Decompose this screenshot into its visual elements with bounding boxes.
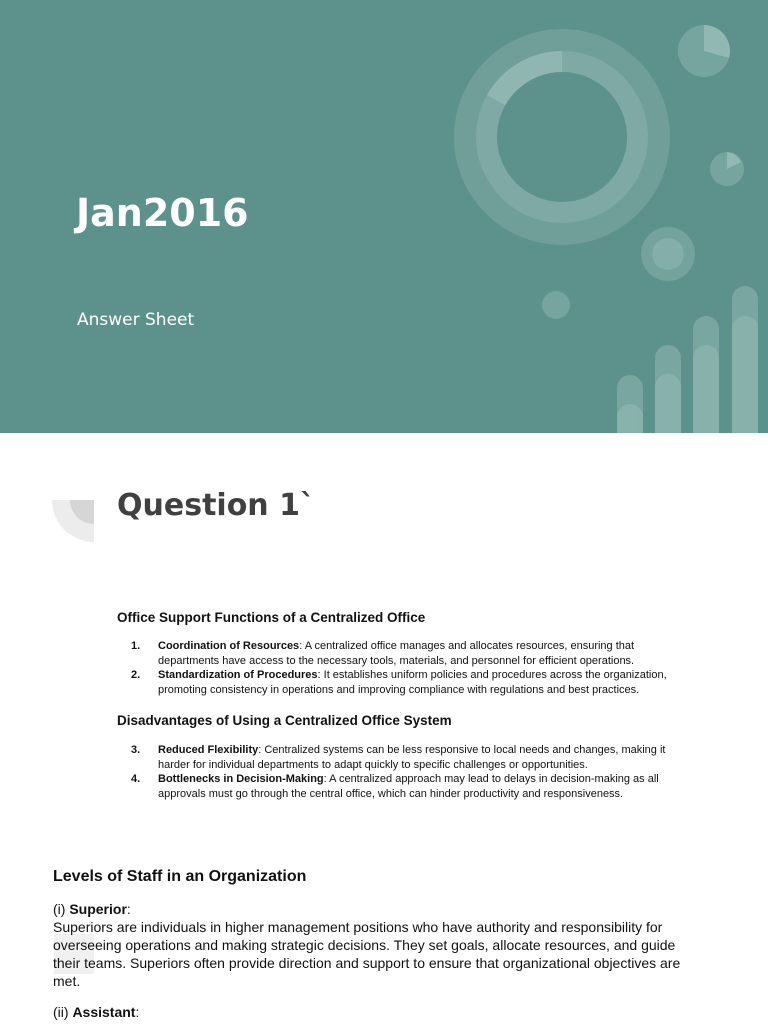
superior-label: (i) Superior: xyxy=(53,901,131,917)
page-subtitle: Answer Sheet xyxy=(77,310,195,330)
list-term: Bottlenecks in Decision-Making xyxy=(158,773,324,785)
assistant-label: (ii) Assistant: xyxy=(53,1004,140,1020)
list-item xyxy=(117,668,697,698)
list-number: 3. xyxy=(131,744,141,756)
list-number: 2. xyxy=(131,669,141,681)
list-item xyxy=(117,772,697,802)
page-title: Jan2016 xyxy=(76,191,249,235)
list-term: Coordination of Resources xyxy=(158,640,300,652)
pie-small-4 xyxy=(542,291,570,319)
question-title: Question 1` xyxy=(117,488,315,523)
list-text: : A centralized office manages and allocates resources, ensuring that departments have access to the necessary tools, materials, and personnel for efficient operations. xyxy=(158,640,635,667)
list-number: 4. xyxy=(131,773,141,785)
question-pie-icon xyxy=(52,498,96,544)
donut-hole xyxy=(497,72,627,202)
list-text: : It establishes uniform policies and procedures across the organization, promoting consistency in operations and improving compliance with regulations and best practices. xyxy=(158,669,667,696)
list-item xyxy=(117,743,697,773)
section-heading-disadvantages: Disadvantages of Using a Centralized Office System xyxy=(117,713,452,728)
assistant-term: Assistant xyxy=(72,1004,136,1020)
superior-term: Superior xyxy=(69,901,127,917)
list-item xyxy=(117,639,697,669)
list-term: Standardization of Procedures xyxy=(158,669,318,681)
section-heading-office-support: Office Support Functions of a Centralized Office xyxy=(117,610,426,625)
title-banner xyxy=(0,0,768,433)
list-term: Reduced Flexibility xyxy=(158,744,259,756)
levels-heading: Levels of Staff in an Organization xyxy=(53,868,307,885)
list-text: : Centralized systems can be less responsive to local needs and changes, making it harder for individual departments to adapt quickly to specific challenges or opportunities. xyxy=(158,744,666,771)
list-text: : A centralized approach may lead to delays in decision-making as all approvals must go through the central office, which can hinder productivity and responsiveness. xyxy=(158,773,659,800)
superior-description: Superiors are individuals in higher management positions who have authority and responsibility for overseeing operations and making strategic decisions. They set goals, allocate resources, and guide their teams. Superiors often provide direction and support to ensure that organizational objectives are met. xyxy=(53,919,681,989)
list-number: 1. xyxy=(131,640,141,652)
